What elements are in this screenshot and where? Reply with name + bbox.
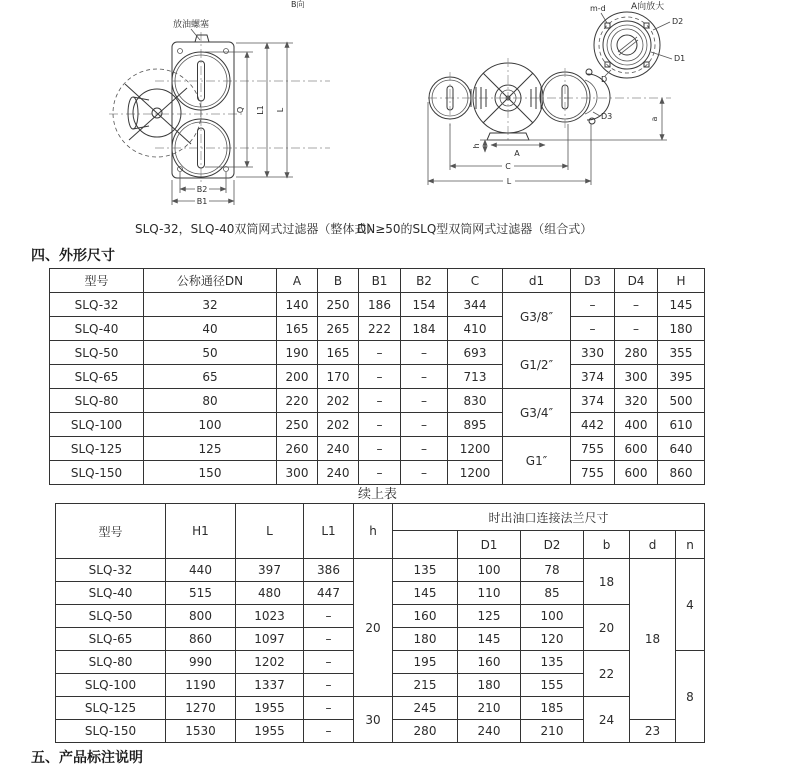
- data-cell: 202: [318, 413, 359, 437]
- drawing-combination-filter: [425, 0, 775, 215]
- data-cell: SLQ-50: [50, 341, 144, 365]
- dim-h-label: h: [472, 143, 481, 149]
- data-cell: 755: [571, 461, 615, 485]
- data-cell: 1097: [236, 628, 304, 651]
- data-cell: –: [304, 628, 354, 651]
- dim-l-label: L: [506, 177, 512, 186]
- data-cell: 23: [630, 720, 676, 743]
- table-row: [50, 389, 705, 413]
- data-cell: –: [401, 389, 448, 413]
- dim-c-label: C: [505, 162, 511, 171]
- data-cell: 440: [166, 559, 236, 582]
- data-cell: SLQ-100: [50, 413, 144, 437]
- dim-d2-label: D2: [672, 17, 684, 26]
- data-cell: 154: [401, 293, 448, 317]
- continued-table-label: 续上表: [358, 487, 398, 502]
- data-cell: –: [359, 437, 401, 461]
- header-cell: h: [354, 504, 393, 559]
- data-cell: 480: [236, 582, 304, 605]
- data-cell: 1200: [448, 461, 503, 485]
- data-cell: G3/8″: [503, 293, 571, 341]
- data-cell: G3/4″: [503, 389, 571, 437]
- data-cell: 515: [166, 582, 236, 605]
- data-cell: –: [359, 341, 401, 365]
- data-cell: 1202: [236, 651, 304, 674]
- data-cell: 135: [521, 651, 584, 674]
- data-cell: 210: [458, 697, 521, 720]
- data-cell: –: [401, 365, 448, 389]
- header-cell: B2: [401, 269, 448, 293]
- data-cell: –: [359, 413, 401, 437]
- data-cell: 135: [393, 559, 458, 582]
- data-cell: 895: [448, 413, 503, 437]
- data-cell: 320: [615, 389, 658, 413]
- data-cell: –: [401, 437, 448, 461]
- data-cell: SLQ-40: [50, 317, 144, 341]
- data-cell: 40: [144, 317, 277, 341]
- data-cell: 860: [658, 461, 705, 485]
- header-cell: L: [236, 504, 304, 559]
- header-cell: d1: [503, 269, 571, 293]
- data-cell: SLQ-80: [56, 651, 166, 674]
- data-cell: –: [571, 293, 615, 317]
- data-cell: 300: [277, 461, 318, 485]
- data-cell: 600: [615, 461, 658, 485]
- data-cell: 1023: [236, 605, 304, 628]
- dim-d-label: D: [601, 75, 608, 84]
- dim-d1-label: D1: [674, 54, 686, 63]
- data-cell: 190: [277, 341, 318, 365]
- data-cell: 344: [448, 293, 503, 317]
- data-cell: 184: [401, 317, 448, 341]
- data-cell: 240: [458, 720, 521, 743]
- data-cell: 1200: [448, 437, 503, 461]
- view-b-label: B向: [291, 0, 305, 9]
- data-cell: –: [304, 720, 354, 743]
- data-cell: 830: [448, 389, 503, 413]
- data-cell: 210: [521, 720, 584, 743]
- data-cell: –: [401, 413, 448, 437]
- data-cell: 155: [521, 674, 584, 697]
- data-cell: 280: [615, 341, 658, 365]
- dim-b1-label: B1: [196, 197, 208, 206]
- data-cell: 160: [393, 605, 458, 628]
- data-cell: 85: [521, 582, 584, 605]
- header-cell: A: [277, 269, 318, 293]
- data-cell: 195: [393, 651, 458, 674]
- header-cell: [393, 531, 458, 559]
- data-cell: –: [359, 461, 401, 485]
- data-cell: 20: [584, 605, 630, 651]
- data-cell: G1″: [503, 437, 571, 485]
- data-cell: 80: [144, 389, 277, 413]
- header-cell: 型号: [50, 269, 144, 293]
- header-cell: D1: [458, 531, 521, 559]
- data-cell: 300: [615, 365, 658, 389]
- data-cell: 150: [144, 461, 277, 485]
- dim-d3-label: D3: [601, 112, 613, 121]
- data-cell: 1337: [236, 674, 304, 697]
- data-cell: 30: [354, 697, 393, 743]
- data-cell: 100: [144, 413, 277, 437]
- data-cell: 145: [458, 628, 521, 651]
- data-cell: 250: [318, 293, 359, 317]
- header-cell: L1: [304, 504, 354, 559]
- data-cell: 400: [615, 413, 658, 437]
- header-cell: B: [318, 269, 359, 293]
- data-cell: SLQ-125: [50, 437, 144, 461]
- detail-view-title: A向放大: [631, 2, 665, 12]
- data-cell: 180: [458, 674, 521, 697]
- data-cell: –: [304, 651, 354, 674]
- bolt-spec-label: m-d: [590, 4, 606, 13]
- data-cell: 145: [658, 293, 705, 317]
- data-cell: SLQ-65: [50, 365, 144, 389]
- data-cell: 22: [584, 651, 630, 697]
- data-cell: 1270: [166, 697, 236, 720]
- dim-l1-label: L1: [256, 105, 265, 115]
- data-cell: –: [615, 317, 658, 341]
- header-cell: D3: [571, 269, 615, 293]
- header-cell: C: [448, 269, 503, 293]
- data-cell: 1955: [236, 720, 304, 743]
- table-row: [50, 437, 705, 461]
- data-cell: 220: [277, 389, 318, 413]
- data-cell: SLQ-125: [56, 697, 166, 720]
- data-cell: 240: [318, 437, 359, 461]
- data-cell: 165: [277, 317, 318, 341]
- data-cell: 180: [393, 628, 458, 651]
- data-cell: SLQ-65: [56, 628, 166, 651]
- data-cell: 160: [458, 651, 521, 674]
- data-cell: 860: [166, 628, 236, 651]
- table-row: [50, 341, 705, 365]
- data-cell: 245: [393, 697, 458, 720]
- data-cell: –: [359, 389, 401, 413]
- data-cell: 50: [144, 341, 277, 365]
- data-cell: 250: [277, 413, 318, 437]
- data-cell: 186: [359, 293, 401, 317]
- data-cell: 442: [571, 413, 615, 437]
- caption-integral-type: SLQ-32，SLQ-40双筒网式过滤器（整体式）: [135, 222, 379, 236]
- table-row: [56, 697, 705, 720]
- data-cell: 78: [521, 559, 584, 582]
- data-cell: 120: [521, 628, 584, 651]
- caption-combination-type: DN≥50的SLQ型双筒网式过滤器（组合式）: [357, 222, 593, 236]
- dim-l-label: L: [276, 107, 285, 113]
- data-cell: 330: [571, 341, 615, 365]
- data-cell: 265: [318, 317, 359, 341]
- data-cell: –: [571, 317, 615, 341]
- header-cell: D2: [521, 531, 584, 559]
- dim-q-label: Q: [236, 106, 245, 114]
- data-cell: –: [304, 605, 354, 628]
- drain-plug-label: 放油螺塞: [173, 20, 210, 30]
- data-cell: 32: [144, 293, 277, 317]
- data-cell: 640: [658, 437, 705, 461]
- header-cell: H: [658, 269, 705, 293]
- data-cell: 240: [318, 461, 359, 485]
- data-cell: SLQ-32: [50, 293, 144, 317]
- data-cell: 202: [318, 389, 359, 413]
- header-cell: n: [676, 531, 705, 559]
- data-cell: SLQ-50: [56, 605, 166, 628]
- header-cell: B1: [359, 269, 401, 293]
- data-cell: 18: [630, 559, 676, 720]
- data-cell: –: [615, 293, 658, 317]
- data-cell: 125: [144, 437, 277, 461]
- data-cell: 200: [277, 365, 318, 389]
- data-cell: –: [304, 697, 354, 720]
- header-cell: H1: [166, 504, 236, 559]
- data-cell: 693: [448, 341, 503, 365]
- dim-a-label: a: [650, 116, 659, 122]
- data-cell: 260: [277, 437, 318, 461]
- data-cell: 386: [304, 559, 354, 582]
- data-cell: 990: [166, 651, 236, 674]
- data-cell: 215: [393, 674, 458, 697]
- data-cell: 280: [393, 720, 458, 743]
- data-cell: 125: [458, 605, 521, 628]
- data-cell: 1530: [166, 720, 236, 743]
- data-cell: –: [401, 461, 448, 485]
- header-cell: 型号: [56, 504, 166, 559]
- data-cell: SLQ-80: [50, 389, 144, 413]
- data-cell: 374: [571, 389, 615, 413]
- table-row: [56, 504, 705, 531]
- data-cell: 65: [144, 365, 277, 389]
- dimensions-table: [49, 268, 705, 485]
- drawing-integral-filter: [95, 0, 395, 215]
- data-cell: 600: [615, 437, 658, 461]
- data-cell: 145: [393, 582, 458, 605]
- header-cell: D4: [615, 269, 658, 293]
- data-cell: 4: [676, 559, 705, 651]
- table-row: [50, 317, 705, 341]
- table-row: [50, 461, 705, 485]
- data-cell: 8: [676, 651, 705, 743]
- dimensions-table-continued: [55, 503, 705, 743]
- table-row: [50, 293, 705, 317]
- clipped-section-heading: 五、产品标注说明: [31, 750, 143, 766]
- table-row: [50, 413, 705, 437]
- data-cell: 1190: [166, 674, 236, 697]
- data-cell: SLQ-40: [56, 582, 166, 605]
- data-cell: –: [401, 341, 448, 365]
- data-cell: 170: [318, 365, 359, 389]
- data-cell: 713: [448, 365, 503, 389]
- data-cell: 140: [277, 293, 318, 317]
- data-cell: 410: [448, 317, 503, 341]
- data-cell: 610: [658, 413, 705, 437]
- data-cell: 374: [571, 365, 615, 389]
- data-cell: 185: [521, 697, 584, 720]
- data-cell: 24: [584, 697, 630, 743]
- table-row: [50, 269, 705, 293]
- data-cell: 447: [304, 582, 354, 605]
- table-row: [56, 559, 705, 582]
- data-cell: SLQ-32: [56, 559, 166, 582]
- section-title-dimensions: 四、外形尺寸: [31, 248, 115, 264]
- header-cell: b: [584, 531, 630, 559]
- data-cell: 1955: [236, 697, 304, 720]
- data-cell: 395: [658, 365, 705, 389]
- header-cell: d: [630, 531, 676, 559]
- data-cell: 397: [236, 559, 304, 582]
- data-cell: 20: [354, 559, 393, 697]
- dim-A-label: A: [514, 149, 520, 158]
- data-cell: –: [359, 365, 401, 389]
- data-cell: SLQ-150: [50, 461, 144, 485]
- data-cell: 100: [521, 605, 584, 628]
- dim-b2-label: B2: [196, 185, 208, 194]
- data-cell: –: [304, 674, 354, 697]
- data-cell: 755: [571, 437, 615, 461]
- data-cell: 165: [318, 341, 359, 365]
- data-cell: 355: [658, 341, 705, 365]
- data-cell: 500: [658, 389, 705, 413]
- data-cell: G1/2″: [503, 341, 571, 389]
- data-cell: SLQ-150: [56, 720, 166, 743]
- header-cell: 公称通径DN: [144, 269, 277, 293]
- data-cell: 180: [658, 317, 705, 341]
- data-cell: 100: [458, 559, 521, 582]
- data-cell: SLQ-100: [56, 674, 166, 697]
- table-row: [50, 365, 705, 389]
- data-cell: 222: [359, 317, 401, 341]
- data-cell: 800: [166, 605, 236, 628]
- data-cell: 18: [584, 559, 630, 605]
- data-cell: 110: [458, 582, 521, 605]
- header-cell: 时出油口连接法兰尺寸: [393, 504, 705, 531]
